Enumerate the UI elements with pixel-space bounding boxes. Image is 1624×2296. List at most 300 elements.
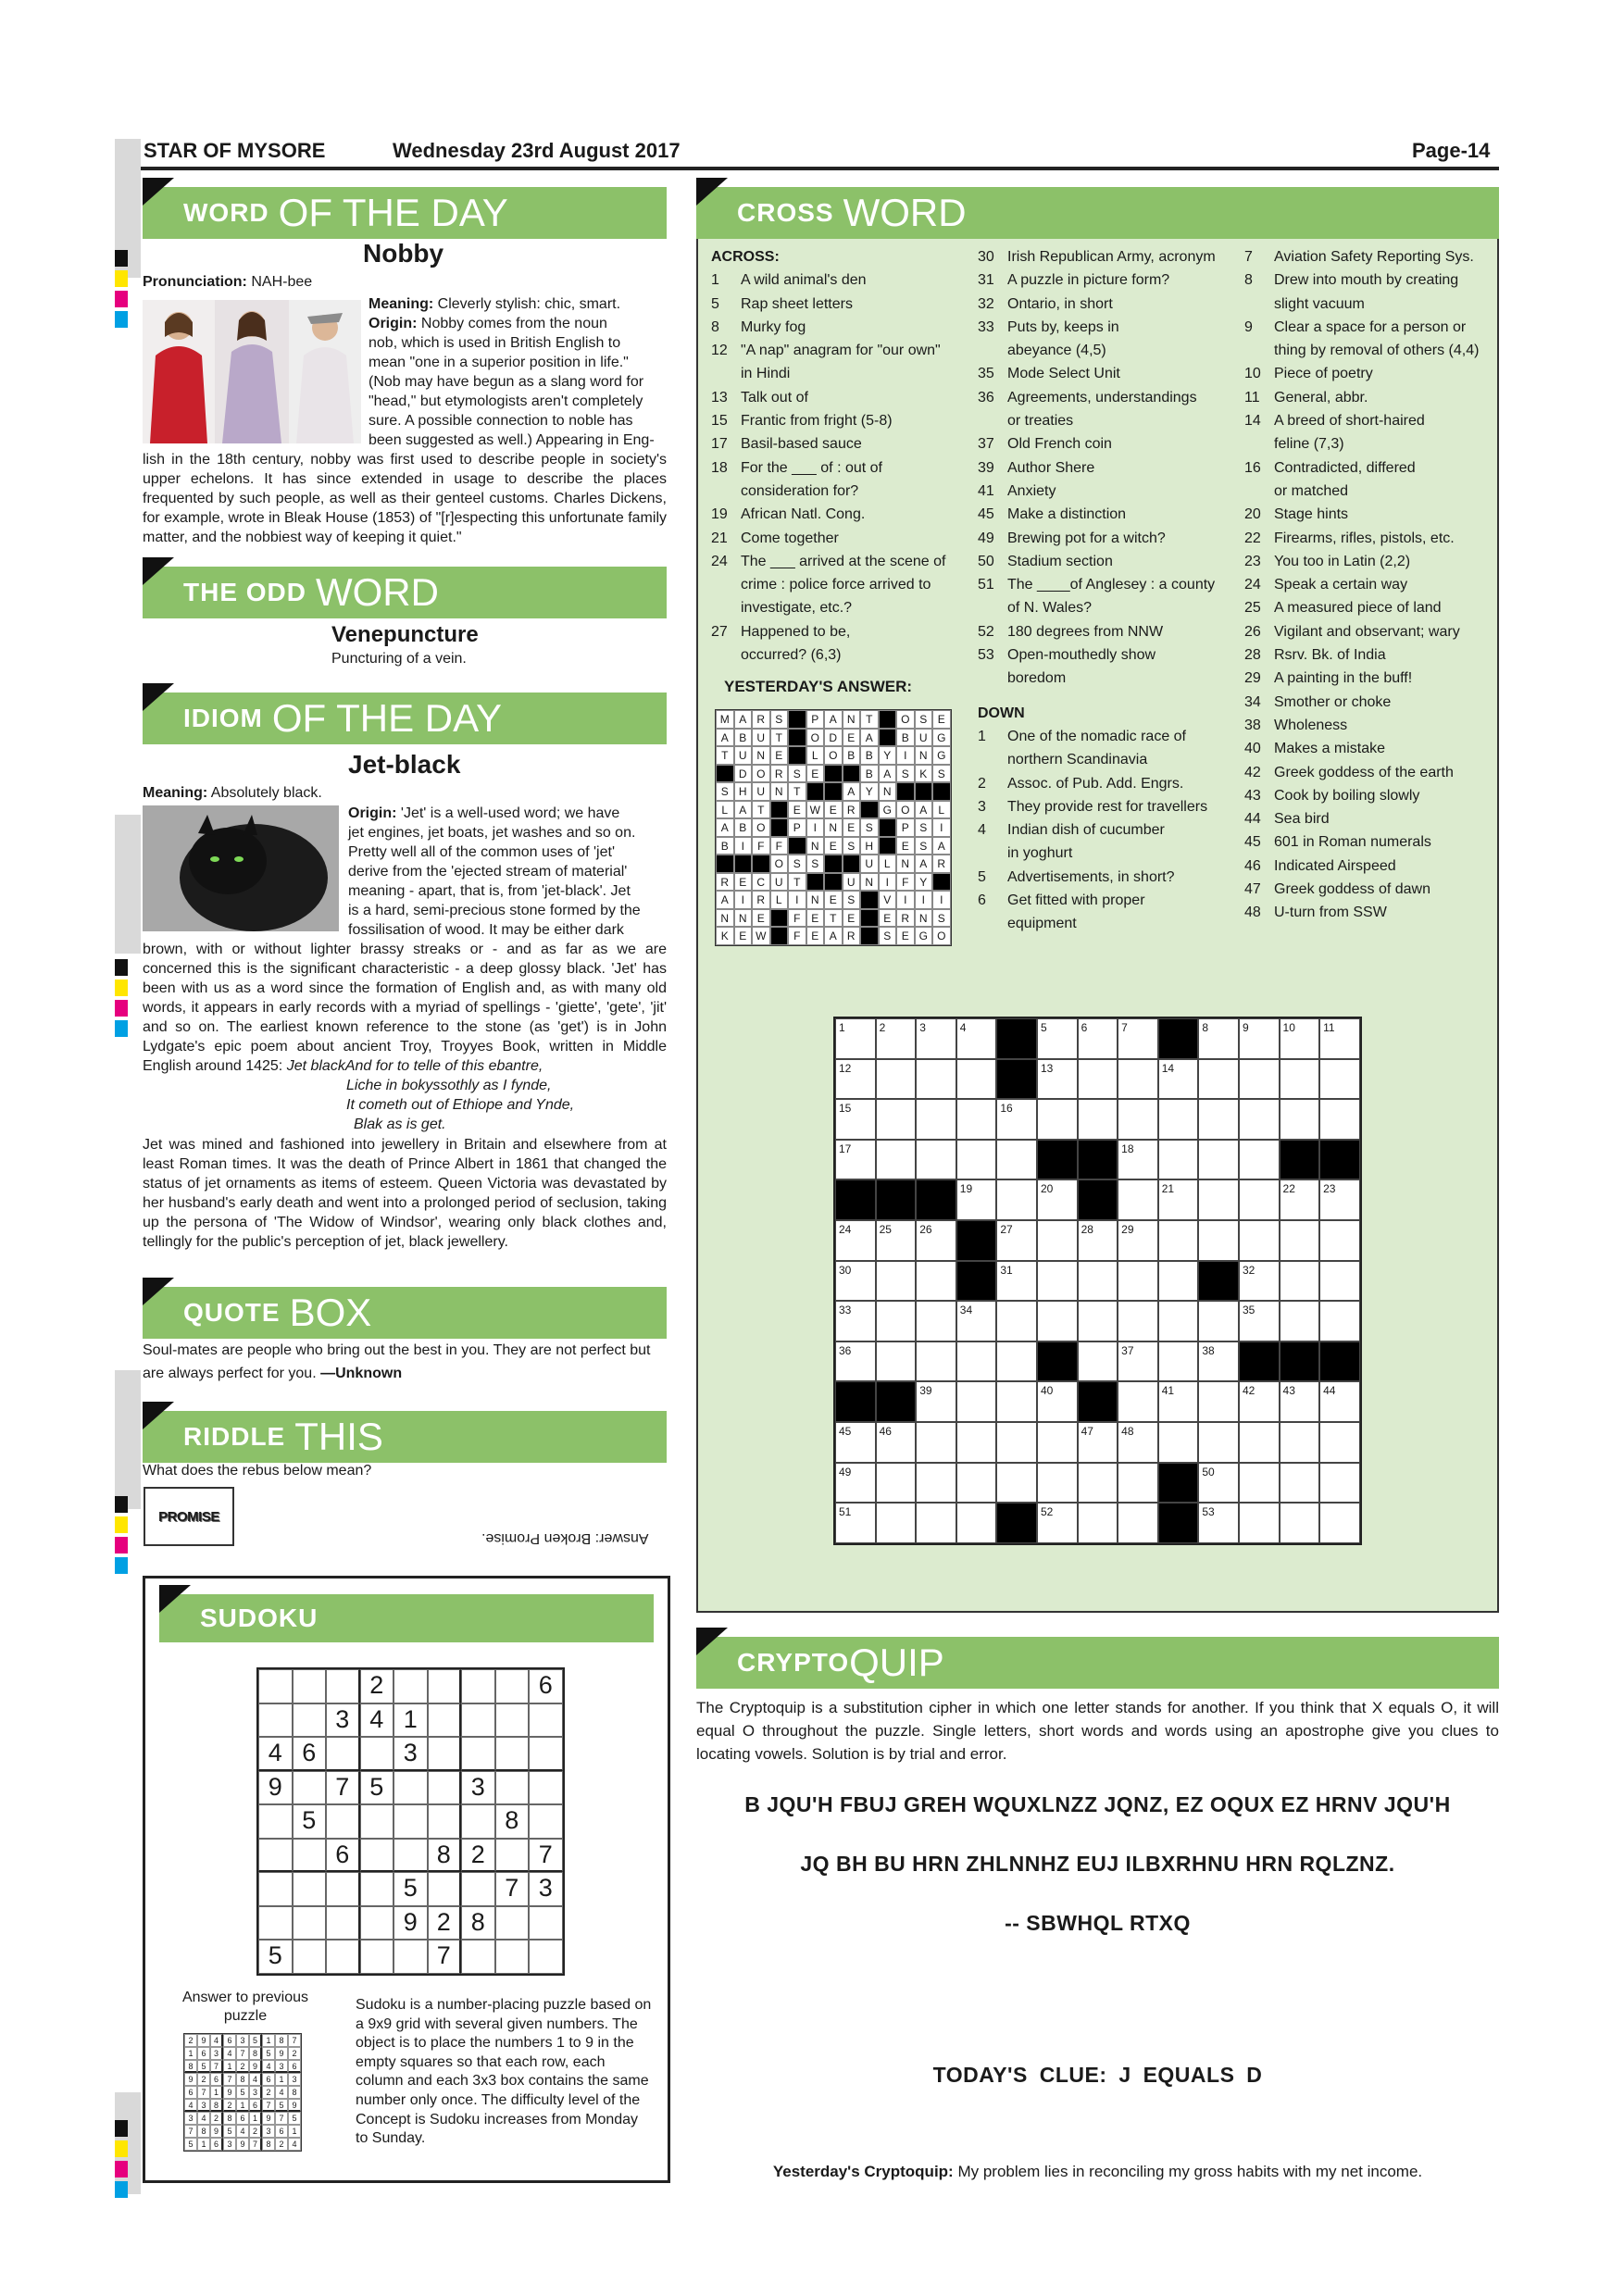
crossword-cell[interactable] (916, 1301, 956, 1341)
sudoku-cell[interactable] (326, 1872, 360, 1906)
sudoku-answer-grid (183, 2033, 302, 2152)
crossword-cell[interactable] (956, 1422, 997, 1463)
sudoku-cell[interactable] (428, 1703, 462, 1738)
crossword-cell[interactable] (1037, 1422, 1078, 1463)
crossword-cell[interactable] (916, 1261, 956, 1302)
sudoku-cell[interactable] (428, 1669, 462, 1703)
clue-text: Speak a certain way (1274, 577, 1408, 593)
print-strip (115, 1370, 141, 1509)
answer-cell: I (896, 891, 915, 909)
crossword-cell[interactable] (1037, 1301, 1078, 1341)
sudoku-cell[interactable] (258, 1703, 293, 1738)
sudoku-cell[interactable] (495, 1703, 530, 1738)
crossword-cell[interactable]: 19 (956, 1179, 997, 1220)
crossword-cell[interactable] (916, 1463, 956, 1504)
crossword-cell[interactable] (876, 1341, 917, 1382)
crossword-cell[interactable] (1280, 1463, 1320, 1504)
print-mark (115, 1020, 128, 1037)
crossword-cell[interactable]: 1 (835, 1018, 876, 1059)
crossword-cell[interactable]: 27 (996, 1220, 1037, 1261)
crossword-black-cell (1037, 1341, 1078, 1382)
crossword-cell[interactable] (1078, 1301, 1118, 1341)
crossword-cell[interactable] (1319, 1463, 1360, 1504)
sudoku-answer-cell: 3 (197, 2099, 210, 2112)
crossword-cell[interactable] (996, 1463, 1037, 1504)
clue-row (978, 667, 1246, 690)
answer-cell: S (932, 765, 951, 783)
crossword-cell[interactable] (1239, 1463, 1280, 1504)
sudoku-cell[interactable] (495, 1737, 530, 1771)
clue-number (1244, 339, 1274, 362)
clue-text: Talk out of (741, 389, 808, 406)
clue-text: Anxiety (1007, 482, 1056, 499)
banner-small-text: QUOTE (183, 1298, 281, 1327)
sudoku-cell[interactable] (461, 1737, 495, 1771)
sudoku-cell[interactable] (360, 1906, 394, 1940)
crossword-cell[interactable] (1319, 1301, 1360, 1341)
sudoku-cell[interactable] (428, 1872, 462, 1906)
crossword-cell[interactable] (916, 1422, 956, 1463)
clue-number (978, 748, 1007, 771)
clue-text: Get fitted with proper (1007, 892, 1145, 909)
answer-cell: A (734, 710, 753, 729)
crossword-cell[interactable] (876, 1140, 917, 1180)
sudoku-cell[interactable] (394, 1940, 428, 1974)
answer-cell: O (752, 765, 770, 783)
crossword-cell[interactable] (1037, 1463, 1078, 1504)
crossword-cell[interactable]: 18 (1118, 1140, 1158, 1180)
banner-big-text: QUIP (849, 1641, 944, 1684)
crossword-cell[interactable]: 21 (1158, 1179, 1199, 1220)
banner-small-text: IDIOM (183, 704, 263, 732)
crossword-cell[interactable]: 43 (1280, 1381, 1320, 1422)
sudoku-cell[interactable] (293, 1940, 327, 1974)
crossword-cell[interactable] (996, 1381, 1037, 1422)
sudoku-answer-cell: 8 (262, 2138, 275, 2151)
print-strip (115, 815, 141, 954)
sudoku-answer-cell: 9 (236, 2138, 249, 2151)
sudoku-answer-cell: 1 (223, 2060, 236, 2073)
answer-cell: T (860, 710, 879, 729)
clue-number: 16 (1244, 459, 1261, 476)
crossword-cell[interactable] (1239, 1220, 1280, 1261)
crossword-cell[interactable] (1239, 1140, 1280, 1180)
crossword-cell[interactable]: 50 (1198, 1463, 1239, 1504)
sudoku-grid (256, 1667, 565, 1976)
answer-black-cell (860, 891, 879, 909)
crossword-black-cell (1158, 1503, 1199, 1543)
sudoku-cell[interactable] (461, 1804, 495, 1839)
clue-row (1244, 620, 1499, 643)
clue-number: 41 (978, 482, 994, 499)
crossword-cell[interactable] (1319, 1059, 1360, 1100)
crossword-cell[interactable] (1319, 1099, 1360, 1140)
sudoku-cell[interactable] (428, 1804, 462, 1839)
sudoku-cell[interactable] (258, 1872, 293, 1906)
crossword-cell[interactable]: 34 (956, 1301, 997, 1341)
sudoku-cell[interactable] (495, 1839, 530, 1873)
crossword-cell[interactable]: 16 (996, 1099, 1037, 1140)
sudoku-cell[interactable] (495, 1940, 530, 1974)
sudoku-cell[interactable] (495, 1771, 530, 1805)
crossword-cell[interactable]: 41 (1158, 1381, 1199, 1422)
banner-small-text: CRYPTO (737, 1648, 850, 1677)
crossword-cell[interactable]: 11 (1319, 1018, 1360, 1059)
answer-cell: W (752, 927, 770, 945)
crossword-cell[interactable] (876, 1301, 917, 1341)
crossword-cell[interactable] (1280, 1059, 1320, 1100)
print-mark (115, 291, 128, 307)
crossword-cell[interactable] (1280, 1261, 1320, 1302)
sudoku-cell[interactable] (495, 1669, 530, 1703)
answer-black-cell (824, 782, 843, 801)
crossword-cell[interactable] (1118, 1503, 1158, 1543)
sudoku-cell[interactable] (394, 1839, 428, 1873)
crossword-cell[interactable]: 36 (835, 1341, 876, 1382)
crossword-cell[interactable] (996, 1140, 1037, 1180)
crossword-cell[interactable] (956, 1140, 997, 1180)
sudoku-cell[interactable] (326, 1737, 360, 1771)
crossword-cell[interactable] (956, 1503, 997, 1543)
crossword-cell[interactable]: 10 (1280, 1018, 1320, 1059)
crossword-cell[interactable] (956, 1463, 997, 1504)
crossword-cell[interactable]: 35 (1239, 1301, 1280, 1341)
answer-cell: Y (860, 782, 879, 801)
clue-row (1244, 714, 1499, 737)
answer-cell: O (896, 801, 915, 819)
crossword-cell[interactable] (1198, 1059, 1239, 1100)
answer-cell: L (932, 801, 951, 819)
clue-number: 39 (978, 459, 994, 476)
crossword-cell[interactable] (1158, 1099, 1199, 1140)
crossword-cell[interactable] (1118, 1261, 1158, 1302)
crossword-cell[interactable] (916, 1503, 956, 1543)
sudoku-answer-cell: 1 (184, 2047, 197, 2060)
sudoku-answer-cell: 6 (197, 2047, 210, 2060)
crossword-cell[interactable]: 37 (1118, 1341, 1158, 1382)
crossword-cell[interactable] (916, 1140, 956, 1180)
crossword-cell[interactable] (1239, 1059, 1280, 1100)
sudoku-cell[interactable] (428, 1771, 462, 1805)
answer-cell: I (734, 891, 753, 909)
crossword-cell[interactable]: 22 (1280, 1179, 1320, 1220)
clue-row (1244, 550, 1499, 573)
sudoku-cell[interactable] (326, 1669, 360, 1703)
crossword-cell[interactable]: 15 (835, 1099, 876, 1140)
sudoku-answer-cell: 2 (184, 2034, 197, 2047)
crossword-cell[interactable]: 33 (835, 1301, 876, 1341)
crossword-cell[interactable] (1198, 1140, 1239, 1180)
print-mark (115, 1557, 128, 1574)
clue-row (978, 818, 1246, 842)
crossword-cell[interactable]: 13 (1037, 1059, 1078, 1100)
crossword-cell[interactable]: 12 (835, 1059, 876, 1100)
crossword-cell[interactable] (1239, 1099, 1280, 1140)
sudoku-cell[interactable] (326, 1906, 360, 1940)
crossword-cell[interactable] (1280, 1422, 1320, 1463)
crossword-cell[interactable]: 40 (1037, 1381, 1078, 1422)
crossword-cell[interactable] (1078, 1503, 1118, 1543)
crossword-cell[interactable] (1198, 1099, 1239, 1140)
answer-cell: S (788, 765, 806, 783)
crossword-cell[interactable] (1158, 1301, 1199, 1341)
clue-row (1244, 409, 1499, 432)
crossword-cell[interactable] (876, 1463, 917, 1504)
banner-big-text: BOX (289, 1291, 372, 1334)
print-mark (115, 270, 128, 287)
clue-number: 32 (978, 295, 994, 312)
crossword-cell[interactable]: 52 (1037, 1503, 1078, 1543)
answer-cell: I (806, 818, 825, 837)
sudoku-cell[interactable] (461, 1703, 495, 1738)
sudoku-cell[interactable] (529, 1940, 563, 1974)
crossword-cell[interactable]: 17 (835, 1140, 876, 1180)
sudoku-cell[interactable] (360, 1940, 394, 1974)
crossword-cell[interactable]: 7 (1118, 1018, 1158, 1059)
clue-text: Greek goddess of the earth (1274, 764, 1454, 780)
sudoku-cell[interactable] (428, 1737, 462, 1771)
crossword-cell[interactable]: 29 (1118, 1220, 1158, 1261)
crossword-cell[interactable] (1280, 1301, 1320, 1341)
clue-text: General, abbr. (1274, 389, 1368, 406)
crossword-cell[interactable]: 48 (1118, 1422, 1158, 1463)
crossword-cell[interactable] (1239, 1179, 1280, 1220)
crossword-cell[interactable]: 14 (1158, 1059, 1199, 1100)
crossword-black-cell (916, 1179, 956, 1220)
crossword-cell[interactable]: 32 (1239, 1261, 1280, 1302)
crossword-cell[interactable] (1158, 1220, 1199, 1261)
crossword-cell[interactable] (1280, 1099, 1320, 1140)
clue-row (1244, 480, 1499, 503)
answer-cell: O (932, 927, 951, 945)
answer-cell: O (752, 818, 770, 837)
crossword-cell[interactable] (1158, 1422, 1199, 1463)
crossword-cell[interactable] (1078, 1099, 1118, 1140)
answer-cell: S (915, 818, 933, 837)
sudoku-answer-cell: 9 (223, 2086, 236, 2099)
crossword-cell[interactable] (1118, 1463, 1158, 1504)
crossword-cell[interactable] (956, 1099, 997, 1140)
crossword-cell[interactable] (1158, 1140, 1199, 1180)
crossword-cell[interactable] (1319, 1261, 1360, 1302)
cryptoquip-author-cipher: -- SBWHQL RTXQ (1005, 1911, 1191, 1935)
clue-number: 30 (978, 249, 994, 265)
clue-text: One of the nomadic race of (1007, 728, 1186, 744)
sudoku-cell[interactable] (461, 1669, 495, 1703)
crossword-cell[interactable] (1078, 1059, 1118, 1100)
sudoku-cell[interactable] (360, 1872, 394, 1906)
clue-row (1244, 878, 1499, 901)
crossword-cell[interactable] (1118, 1381, 1158, 1422)
sudoku-cell[interactable] (258, 1669, 293, 1703)
crossword-cell[interactable] (916, 1099, 956, 1140)
crossword-cell[interactable] (996, 1179, 1037, 1220)
answer-cell: I (896, 746, 915, 765)
crossword-cell[interactable]: 30 (835, 1261, 876, 1302)
clue-number: 21 (711, 530, 728, 546)
sudoku-cell[interactable] (293, 1872, 327, 1906)
clue-text: For the ___ of : out of (741, 459, 882, 476)
clue-number (711, 480, 741, 503)
clue-row (978, 596, 1246, 619)
sudoku-cell[interactable] (258, 1906, 293, 1940)
poem-line: Blak as is get. (354, 1117, 446, 1132)
crossword-cell[interactable]: 38 (1198, 1341, 1239, 1382)
crossword-cell[interactable] (1118, 1099, 1158, 1140)
crossword-cell[interactable]: 46 (876, 1422, 917, 1463)
crossword-cell[interactable] (876, 1059, 917, 1100)
sudoku-cell[interactable] (529, 1804, 563, 1839)
answer-black-cell (879, 710, 897, 729)
clue-row (1244, 362, 1499, 385)
crossword-cell[interactable] (1198, 1422, 1239, 1463)
crossword-cell[interactable] (916, 1059, 956, 1100)
crossword-cell[interactable]: 28 (1078, 1220, 1118, 1261)
crossword-cell[interactable]: 26 (916, 1220, 956, 1261)
crossword-cell[interactable] (1078, 1463, 1118, 1504)
crossword-cell[interactable]: 4 (956, 1018, 997, 1059)
crossword-cell[interactable]: 8 (1198, 1018, 1239, 1059)
sudoku-cell[interactable] (258, 1804, 293, 1839)
clue-number: 6 (978, 892, 986, 909)
crossword-cell[interactable] (1280, 1503, 1320, 1543)
crossword-cell[interactable] (1239, 1422, 1280, 1463)
sudoku-cell[interactable] (529, 1771, 563, 1805)
sudoku-cell[interactable] (293, 1771, 327, 1805)
clue-row (1244, 691, 1499, 714)
crossword-cell[interactable] (1118, 1179, 1158, 1220)
crossword-cell[interactable] (1037, 1099, 1078, 1140)
crossword-cell[interactable]: 42 (1239, 1381, 1280, 1422)
crossword-cell[interactable] (956, 1059, 997, 1100)
crossword-cell[interactable] (876, 1099, 917, 1140)
crossword-cell[interactable] (1319, 1503, 1360, 1543)
crossword-grid (833, 1017, 1362, 1545)
crossword-cell[interactable] (1198, 1220, 1239, 1261)
crossword-cell[interactable]: 31 (996, 1261, 1037, 1302)
clue-text: in yoghurt (1007, 845, 1073, 862)
crossword-cell[interactable]: 2 (876, 1018, 917, 1059)
clue-text: Firearms, rifles, pistols, etc. (1274, 530, 1455, 546)
crossword-cell[interactable]: 53 (1198, 1503, 1239, 1543)
sudoku-cell[interactable] (394, 1771, 428, 1805)
crossword-cell[interactable]: 3 (916, 1018, 956, 1059)
sudoku-cell[interactable] (394, 1804, 428, 1839)
answer-cell: L (879, 855, 897, 873)
crossword-cell[interactable] (996, 1341, 1037, 1382)
crossword-cell[interactable] (1280, 1220, 1320, 1261)
sudoku-answer-cell: 7 (236, 2047, 249, 2060)
clue-number (1244, 480, 1274, 503)
answer-cell: L (716, 801, 734, 819)
crossword-cell[interactable] (956, 1381, 997, 1422)
crossword-cell[interactable] (1319, 1220, 1360, 1261)
sudoku-cell[interactable] (360, 1804, 394, 1839)
crossword-cell[interactable]: 9 (1239, 1018, 1280, 1059)
crossword-cell[interactable] (1319, 1422, 1360, 1463)
clue-row (1244, 268, 1499, 292)
sudoku-cell[interactable] (258, 1839, 293, 1873)
crossword-cell[interactable] (1118, 1059, 1158, 1100)
crossword-cell[interactable] (1198, 1179, 1239, 1220)
crossword-cell[interactable]: 45 (835, 1422, 876, 1463)
sudoku-cell[interactable] (461, 1872, 495, 1906)
sudoku-cell[interactable] (293, 1839, 327, 1873)
sudoku-cell[interactable] (394, 1669, 428, 1703)
crossword-cell[interactable]: 39 (916, 1381, 956, 1422)
sudoku-cell[interactable] (529, 1906, 563, 1940)
sudoku-cell: 6 (293, 1737, 327, 1771)
sudoku-cell[interactable] (293, 1906, 327, 1940)
sudoku-answer-cell: 8 (236, 2073, 249, 2086)
crossword-cell[interactable] (1037, 1220, 1078, 1261)
clue-number (1244, 293, 1274, 316)
crossword-cell[interactable]: 47 (1078, 1422, 1118, 1463)
crossword-cell[interactable]: 5 (1037, 1018, 1078, 1059)
crossword-cell[interactable] (1198, 1301, 1239, 1341)
crossword-cell[interactable] (1198, 1381, 1239, 1422)
crossword-cell[interactable]: 25 (876, 1220, 917, 1261)
answer-cell: T (788, 782, 806, 801)
answer-cell: S (806, 855, 825, 873)
sudoku-answer-cell: 7 (249, 2138, 262, 2151)
answer-cell: E (824, 891, 843, 909)
crossword-cell[interactable]: 44 (1319, 1381, 1360, 1422)
clue-text: Clear a space for a person or (1274, 318, 1467, 335)
crossword-cell[interactable] (1078, 1341, 1118, 1382)
sudoku-cell[interactable] (326, 1804, 360, 1839)
crossword-cell[interactable] (1037, 1261, 1078, 1302)
answer-cell: B (860, 765, 879, 783)
crossword-cell[interactable] (956, 1341, 997, 1382)
crossword-cell[interactable] (1078, 1261, 1118, 1302)
crossword-cell[interactable] (876, 1503, 917, 1543)
crossword-black-cell (956, 1261, 997, 1302)
banner-big-text: OF THE DAY (271, 696, 503, 740)
crossword-cell[interactable]: 49 (835, 1463, 876, 1504)
crossword-cell[interactable] (1239, 1503, 1280, 1543)
crossword-cell[interactable]: 24 (835, 1220, 876, 1261)
sudoku-cell[interactable] (529, 1737, 563, 1771)
clue-number: 31 (978, 272, 994, 289)
answer-cell: R (716, 873, 734, 892)
sudoku-cell: 6 (326, 1839, 360, 1873)
sudoku-cell[interactable] (495, 1906, 530, 1940)
sudoku-cell[interactable] (461, 1940, 495, 1974)
crossword-cell[interactable] (996, 1422, 1037, 1463)
sudoku-cell[interactable] (360, 1839, 394, 1873)
sudoku-cell[interactable] (529, 1703, 563, 1738)
sudoku-cell[interactable] (326, 1940, 360, 1974)
crossword-cell[interactable] (1118, 1301, 1158, 1341)
crossword-cell[interactable]: 6 (1078, 1018, 1118, 1059)
crossword-cell[interactable]: 51 (835, 1503, 876, 1543)
crossword-cell[interactable]: 20 (1037, 1179, 1078, 1220)
sudoku-cell[interactable] (293, 1669, 327, 1703)
crossword-cell[interactable] (996, 1301, 1037, 1341)
crossword-cell[interactable] (916, 1341, 956, 1382)
sudoku-cell[interactable] (293, 1703, 327, 1738)
crossword-cell[interactable]: 23 (1319, 1179, 1360, 1220)
riddle-answer-inverted: Answer: Broken Promise. (481, 1530, 649, 1546)
sudoku-answer-cell: 9 (262, 2112, 275, 2125)
clue-number (711, 643, 741, 667)
sudoku-cell[interactable] (360, 1737, 394, 1771)
crossword-cell[interactable] (1158, 1261, 1199, 1302)
crossword-cell[interactable] (1158, 1341, 1199, 1382)
crossword-cell[interactable] (876, 1261, 917, 1302)
sudoku-answer-cell: 8 (249, 2047, 262, 2060)
